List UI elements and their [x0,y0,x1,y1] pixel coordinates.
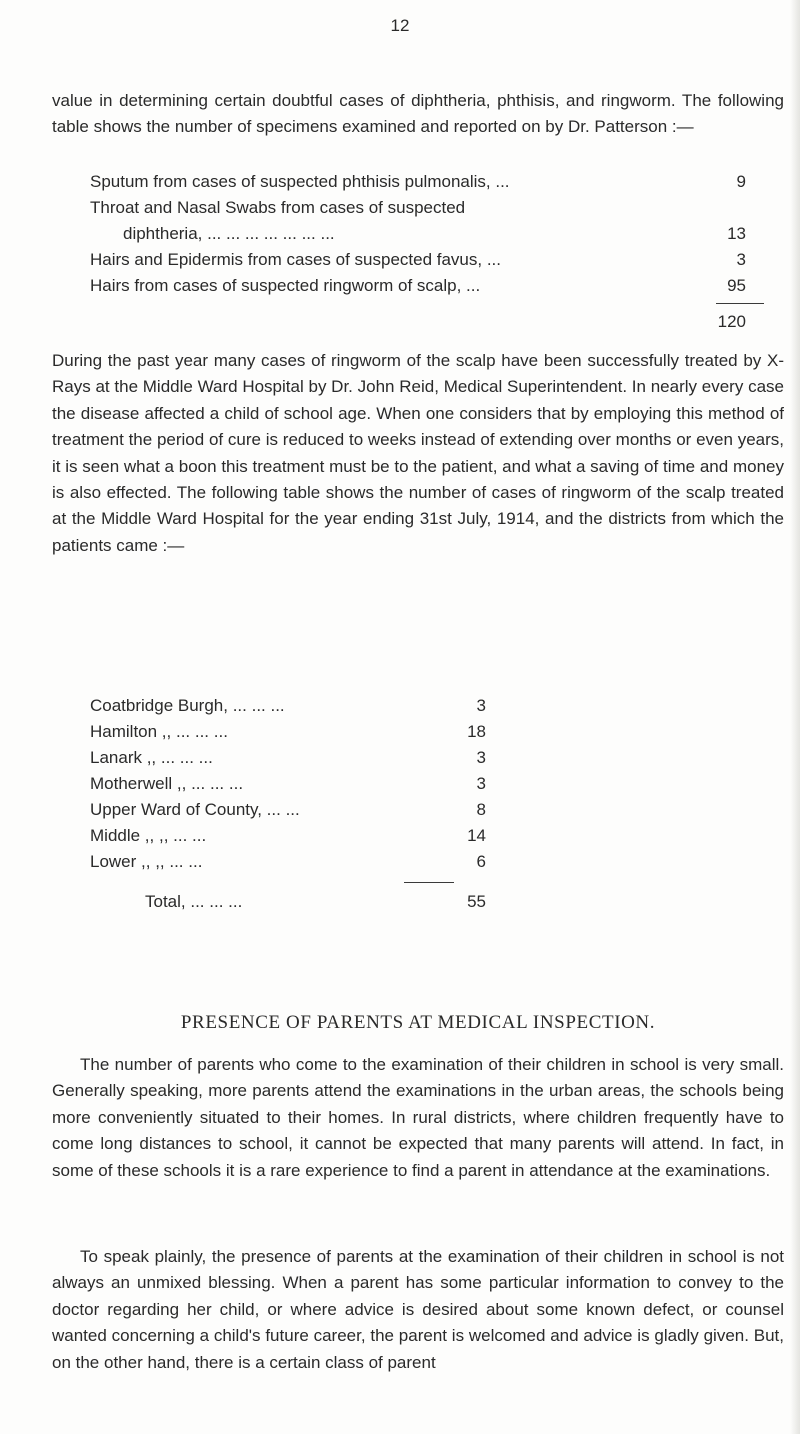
district-label: Middle ,, ,, ... ... [90,826,207,845]
specimen-label: Throat and Nasal Swabs from cases of suspected [90,198,466,217]
specimen-label: diphtheria, ... ... ... ... ... ... ... [123,224,335,243]
specimens-total-rule [716,303,764,304]
specimen-label: Hairs and Epidermis from cases of suspected favus, ... [90,250,502,269]
specimen-count: 3 [736,250,746,269]
district-count: 6 [476,852,486,871]
districts-total-label: Total, ... ... ... [145,892,243,911]
section-heading: PRESENCE OF PARENTS AT MEDICAL INSPECTION. [180,1012,656,1033]
specimen-label: Sputum from cases of suspected phthisis pulmonalis, ... [90,172,510,191]
districts-total: 55 [467,892,486,911]
parents-paragraph-1: The number of parents who come to the examination of their children in school is very small. Generally speaking, more parents attend the examinations in the urban areas, the schools being more conveniently situated to their homes. In rural districts, where children frequently have to come long distances to school, it cannot be expected that many parents will attend. In fact, in some of these schools it is a rare experience to find a parent in attendance at the examinations. [52,1055,784,1180]
specimen-count: 95 [727,276,746,295]
district-label: Hamilton ,, ... ... ... [90,722,228,741]
district-count: 3 [476,748,486,767]
specimen-count: 13 [727,224,746,243]
specimen-count: 9 [736,172,746,191]
district-label: Upper Ward of County, ... ... [90,800,300,819]
page-number: 12 [390,16,410,35]
district-label: Motherwell ,, ... ... ... [90,774,244,793]
specimens-total: 120 [717,312,746,331]
district-label: Coatbridge Burgh, ... ... ... [90,696,285,715]
district-count: 14 [467,826,486,845]
intro-paragraph: value in determining certain doubtful cases of diphtheria, phthisis, and ringworm. The following table shows the number of specimens examined and reported on by Dr. Patterson :— [52,91,784,137]
district-count: 3 [476,696,486,715]
districts-total-rule [404,882,454,883]
ringworm-paragraph: During the past year many cases of ringworm of the scalp have been successfully treated by X-Rays at the Middle Ward Hospital by Dr. John Reid, Medical Superintendent. In nearly every case the disease affected a child of school age. When one considers that by employing this method of treatment the period of cure is reduced to weeks instead of extending over months or even years, it is seen what a boon this treatment must be to the patient, and what a saving of time and money is also effected. The following table shows the number of cases of ringworm of the scalp treated at the Middle Ward Hospital for the year ending 31st July, 1914, and the districts from which the patients came :— [52,351,784,555]
district-label: Lanark ,, ... ... ... [90,748,213,767]
parents-paragraph-2: To speak plainly, the presence of parents at the examination of their children in school is not always an unmixed blessing. When a parent has some particular information to convey to the doctor regarding her child, or where advice is desired about some known defect, or counsel wanted concerning a child's future career, the parent is welcomed and advice is gladly given. But, on the other hand, there is a certain class of parent [52,1247,784,1372]
page-edge-shadow [790,0,800,1434]
specimen-label: Hairs from cases of suspected ringworm of scalp, ... [90,276,481,295]
district-count: 8 [476,800,486,819]
district-count: 3 [476,774,486,793]
district-label: Lower ,, ,, ... ... [90,852,203,871]
district-count: 18 [467,722,486,741]
